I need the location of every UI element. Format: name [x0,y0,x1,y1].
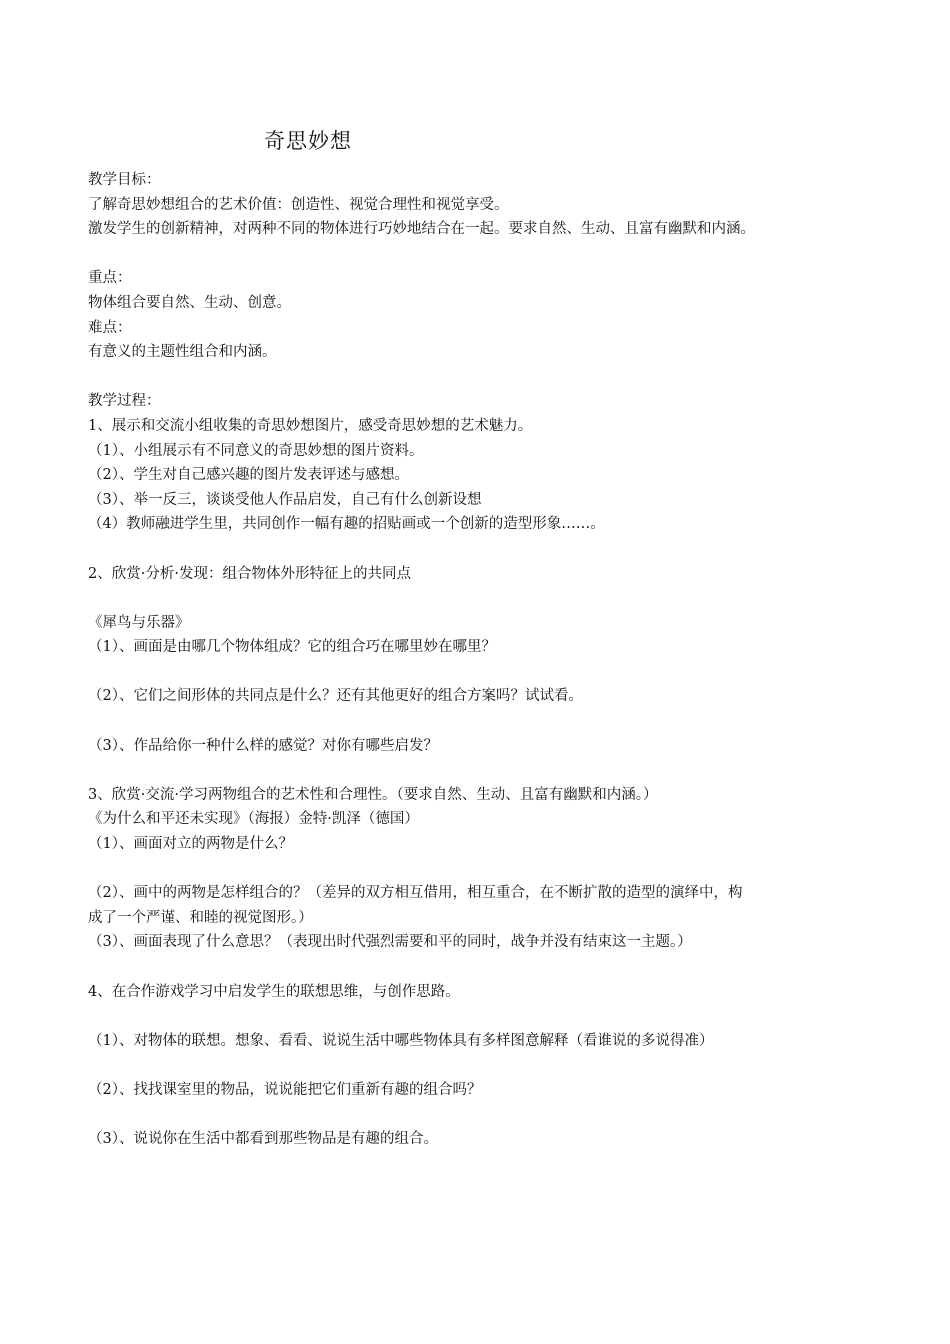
blank-line [88,709,868,734]
key-point-line: 物体组合要自然、生动、创意。 [88,294,291,311]
section-heading-objectives: 教学目标： [88,172,161,188]
blank-line [88,1053,868,1078]
process-substep-line: （3）、说说你在生活中都看到那些物品是有趣的组合。 [88,1131,438,1148]
document-title: 奇思妙想 [264,129,352,153]
process-substep-line: （3）、画面表现了什么意思？（表现出时代强烈需要和平的同时，战争并没有结束这一主题。） [88,934,692,951]
process-substep-line: （1）、画面对立的两物是什么？ [88,836,293,853]
process-substep-line: （2）、找找课室里的物品，说说能把它们重新有趣的组合吗？ [88,1081,482,1098]
process-substep-line: （4）教师融进学生里，共同创作一幅有趣的招贴画或一个创新的造型形象……。 [88,516,605,533]
blank-line [88,586,868,611]
process-substep-line: （1）、小组展示有不同意义的奇思妙想的图片资料。 [88,442,424,459]
process-step-line: 2、欣赏·分析·发现：组合物体外形特征上的共同点 [88,565,411,582]
section-heading-key-points: 重点： [88,270,132,287]
blank-line [88,537,868,562]
artwork-title-line: 《犀鸟与乐器》 [88,614,190,631]
difficulty-line: 有意义的主题性组合和内涵。 [88,344,277,361]
document-body [88,168,868,1152]
blank-line [88,1103,868,1128]
blank-line [88,660,868,685]
objective-line: 了解奇思妙想组合的艺术价值：创造性、视觉合理性和视觉享受。 [88,196,509,213]
blank-line [88,1004,868,1029]
objective-line: 激发学生的创新精神，对两种不同的物体进行巧妙地结合在一起。要求自然、生动、且富有幽默和内涵。 [88,221,755,238]
blank-line [88,955,868,980]
process-step-line: 3、欣赏·交流·学习两物组合的艺术性和合理性。（要求自然、生动、且富有幽默和内涵。） [88,786,658,803]
blank-line [88,242,868,267]
process-substep-line: （1）、对物体的联想。想象、看看、说说生活中哪些物体具有多样图意解释（看谁说的多说得准） [88,1032,714,1049]
process-substep-line: （1）、画面是由哪几个物体组成？它的组合巧在哪里妙在哪里？ [88,639,496,656]
process-substep-line: （3）、举一反三，谈谈受他人作品启发，自己有什么创新设想 [88,491,482,508]
blank-line [88,857,868,882]
process-substep-continuation: 成了一个严谨、和睦的视觉图形。） [88,909,313,926]
blank-line [88,365,868,390]
process-substep-line: （2）、画中的两物是怎样组合的？（差异的双方相互借用，相互重合，在不断扩散的造型的演绎中，构 [88,885,743,902]
process-step-line: 4、在合作游戏学习中启发学生的联想思维，与创作思路。 [88,983,460,1000]
process-substep-line: （2）、它们之间形体的共同点是什么？还有其他更好的组合方案吗？试试看。 [88,688,583,705]
process-substep-line: （3）、作品给你一种什么样的感觉？对你有哪些启发？ [88,737,438,754]
artwork-title-line: 《为什么和平还未实现》（海报）金特·凯泽（德国） [88,811,419,828]
process-step-line: 1、展示和交流小组收集的奇思妙想图片，感受奇思妙想的艺术魅力。 [88,417,533,434]
section-heading-difficulties: 难点： [88,319,132,336]
blank-line [88,758,868,783]
section-heading-process: 教学过程： [88,393,161,410]
process-substep-line: （2）、学生对自己感兴趣的图片发表评述与感想。 [88,467,409,484]
